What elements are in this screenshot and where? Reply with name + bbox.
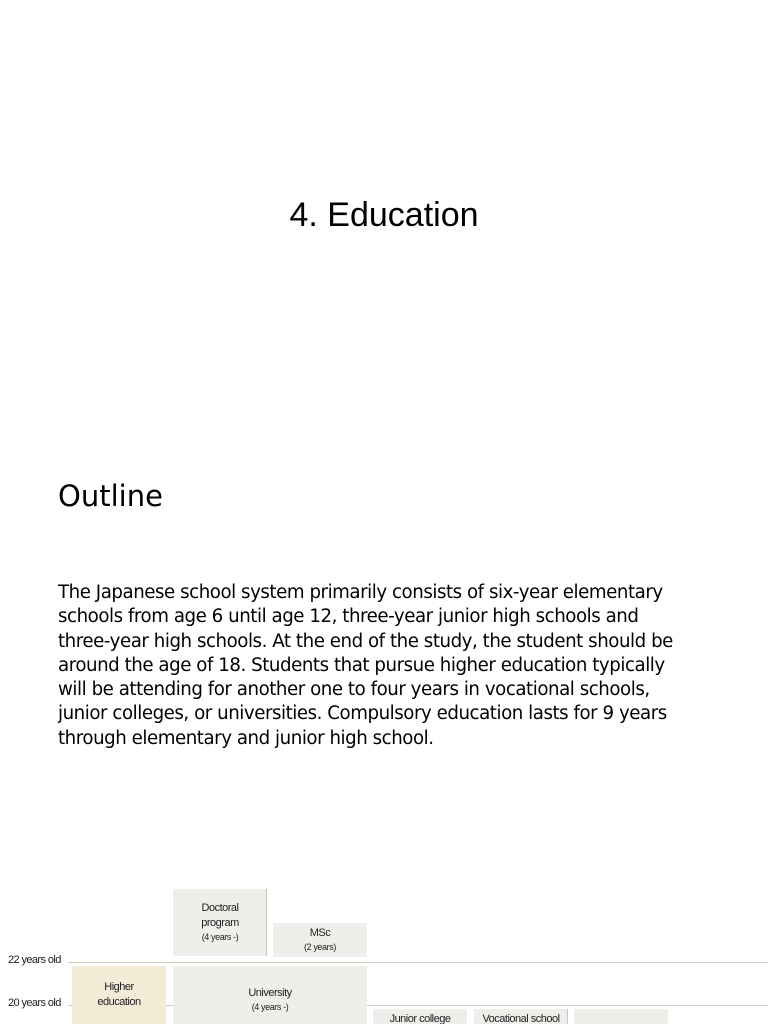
msc-duration: (2 years) [304, 942, 336, 952]
doctoral-label-line1: Doctoral [201, 902, 239, 914]
outline-line: junior colleges, or universities. Compulsory education lasts for 9 years [58, 703, 667, 725]
vocational-school-label: Vocational school [482, 1013, 560, 1024]
university-duration: (4 years -) [251, 1002, 289, 1012]
doctoral-duration: (4 years -) [201, 932, 239, 942]
box-divider [567, 1009, 568, 1024]
page-title: 4. Education [289, 196, 479, 234]
vocational-school-box [474, 1009, 568, 1024]
box-divider [266, 889, 267, 956]
university-label: University [248, 987, 292, 999]
doctoral-program-box [173, 889, 267, 956]
outline-line: three-year high schools. At the end of the study, the student should be [58, 630, 673, 652]
school-system-diagram [0, 880, 768, 1024]
msc-label: MSc [309, 927, 331, 939]
msc-box [273, 923, 367, 957]
junior-college-label: Junior college [389, 1013, 451, 1024]
outline-line: around the age of 18. Students that pursue higher education typically [58, 654, 665, 676]
outline-line: schools from age 6 until age 12, three-year junior high schools and [58, 606, 639, 628]
outline-heading: Outline [58, 479, 163, 513]
doctoral-label-line2: program [201, 917, 239, 929]
outline-line: The Japanese school system primarily consists of six-year elementary [58, 582, 663, 603]
additional-school-box [574, 1009, 668, 1024]
junior-college-box [373, 1009, 467, 1024]
university-box [173, 966, 367, 1024]
age-label-22: 22 years old [8, 954, 61, 966]
outline-line: through elementary and junior high school. [58, 727, 434, 749]
age-label-20: 20 years old [8, 997, 61, 1009]
outline-line: will be attending for another one to four years in vocational schools, [58, 679, 650, 701]
higher-education-line1: Higher [104, 981, 134, 993]
age-gridline-22 [68, 962, 768, 963]
outline-paragraph [58, 581, 728, 751]
higher-education-line2: education [97, 996, 141, 1008]
higher-education-box [72, 966, 166, 1024]
